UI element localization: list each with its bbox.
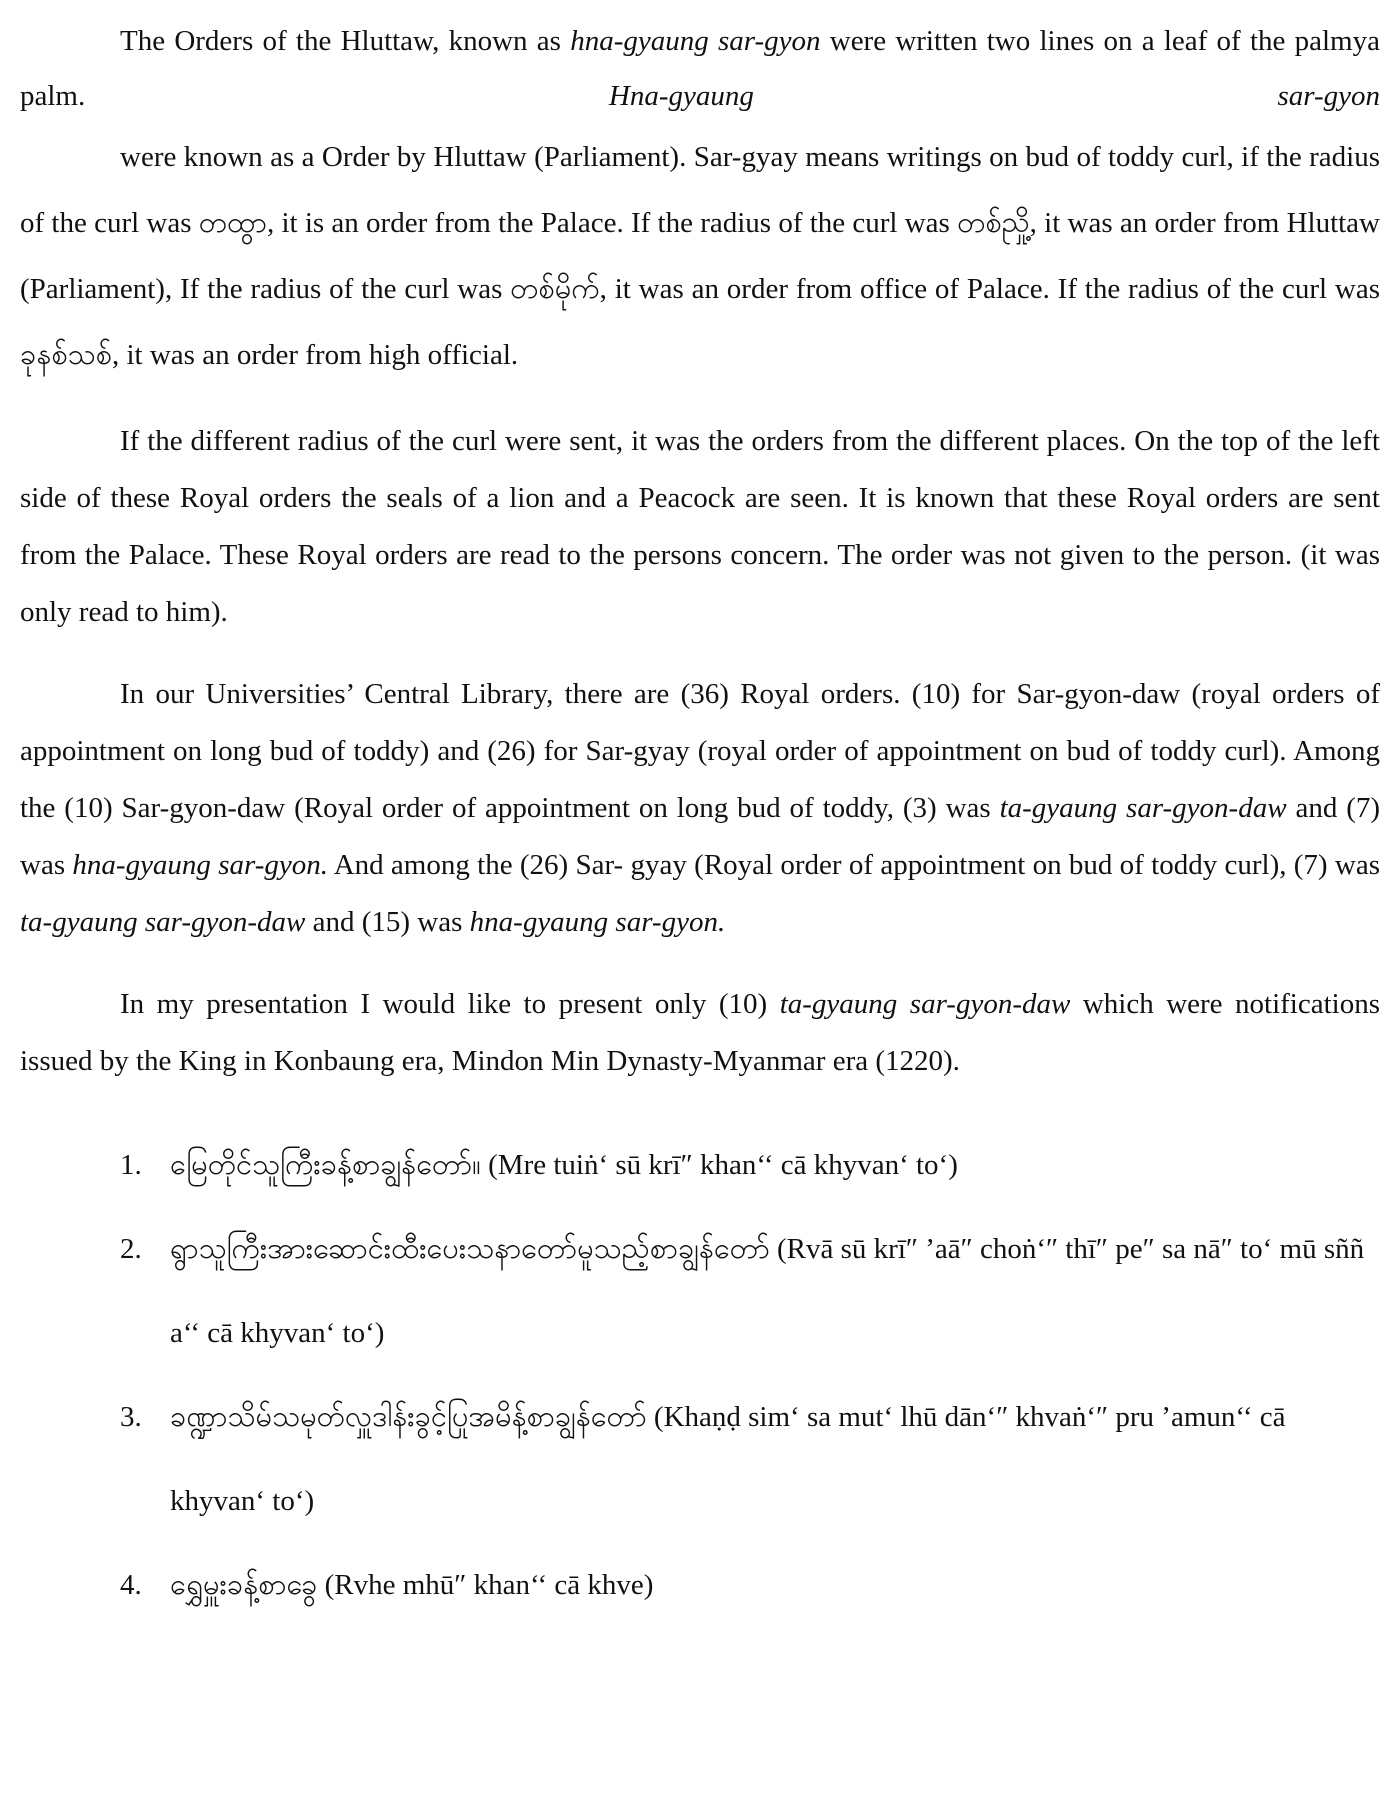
list-item-text: ခဏ္ဍာသိမ်သမုတ်လှူဒါန်းခွင့်ပြုအမိန့်စာချွန်တော် (Khaṇḍ sim‘ sa mut‘ lhū dān‘″ khvaṅ‘″ pru ’amun‘‘ cā khyvan‘ to‘) — [170, 1401, 1286, 1517]
paragraph-library-collection — [20, 666, 1380, 951]
text-run: and (7) was — [20, 792, 1381, 881]
document-page — [20, 14, 1380, 1627]
list-item — [20, 1123, 1380, 1207]
royal-orders-list — [20, 1123, 1380, 1627]
list-item — [20, 1543, 1380, 1627]
list-item-number: 4. — [120, 1569, 142, 1601]
text-run: were written two lines on a leaf of the palmya palm. — [20, 25, 1380, 112]
text-run: The Orders of the Hluttaw, known as — [120, 25, 571, 57]
list-item-text: ရွာသူကြီးအားဆောင်းထီးပေးသနာတော်မူသည့်စာချွန်တော် (Rvā sū krī″ ’aā″ choṅ‘″ thī″ pe″ sa nā″ to‘ mū sññ a‘‘ cā khyvan‘ to‘) — [170, 1233, 1365, 1349]
text-run: which were notifications issued by the King in Konbaung era, Mindon Min Dynasty-Myanmar era (1220). — [20, 988, 1381, 1077]
list-item-number: 1. — [120, 1149, 142, 1181]
italic-term: ta-gyaung sar-gyon-daw — [20, 906, 306, 938]
list-item-text: မြေတိုင်သူကြီးခန့်စာချွန်တော်။ (Mre tuiṅ‘ sū krī″ khan‘‘ cā khyvan‘ to‘) — [170, 1149, 958, 1181]
italic-term: hna-gyaung sar-gyon — [570, 25, 821, 57]
paragraph-hluttaw-orders — [20, 14, 1380, 388]
list-item — [20, 1375, 1380, 1543]
text-run: and (15) was — [305, 906, 470, 938]
list-item-text: ရွှေမှူးခန့်စာခွေ (Rvhe mhū″ khan‘‘ cā khve) — [170, 1569, 654, 1601]
paragraph-presentation-scope — [20, 976, 1380, 1090]
list-item — [20, 1207, 1380, 1375]
list-item-number: 3. — [120, 1401, 142, 1433]
text-run: were known as a Order by Hluttaw (Parliament). Sar-gyay means writings on bud of toddy curl, if the radius of the curl was တထွာ, it is an order from the Palace. If the radius of the curl was တစ်ညှို့, it was an order from Hluttaw (Parliament), If the radius of the curl was တစ်မိုက်, it was an order from office of Palace. If the radius of the curl was ခုနစ်သစ်, it was an order from high official. — [20, 141, 1380, 371]
text-run: And among the (26) Sar- gyay (Royal order of appointment on bud of toddy curl), (7) was — [328, 849, 1380, 881]
text-run: In my presentation I would like to present only (10) — [120, 988, 780, 1020]
list-item-number: 2. — [120, 1233, 142, 1265]
text-run: In our Universities’ Central Library, there are (36) Royal orders. (10) for Sar-gyon-daw (royal orders of appointment on long bud of toddy) and (26) for Sar-gyay (royal order of appointment on bud of toddy curl). Among the (10) Sar-gyon-daw (Royal order of appointment on long bud of toddy, (3) was — [20, 678, 1380, 824]
italic-term: ta-gyaung sar-gyon-daw — [999, 792, 1287, 824]
italic-term: hna-gyaung sar-gyon. — [469, 906, 726, 938]
italic-term: Hna-gyaung sar-gyon — [608, 80, 1380, 112]
italic-term: hna-gyaung sar-gyon. — [72, 849, 328, 881]
italic-term: ta-gyaung sar-gyon-daw — [779, 988, 1071, 1020]
paragraph-curl-radius: If the different radius of the curl were sent, it was the orders from the different places. On the top of the left side of these Royal orders the seals of a lion and a Peacock are seen. It is known that these Royal orders are sent from the Palace. These Royal orders are read to the persons concern. The order was not given to the person. (it was only read to him). — [20, 425, 1380, 628]
